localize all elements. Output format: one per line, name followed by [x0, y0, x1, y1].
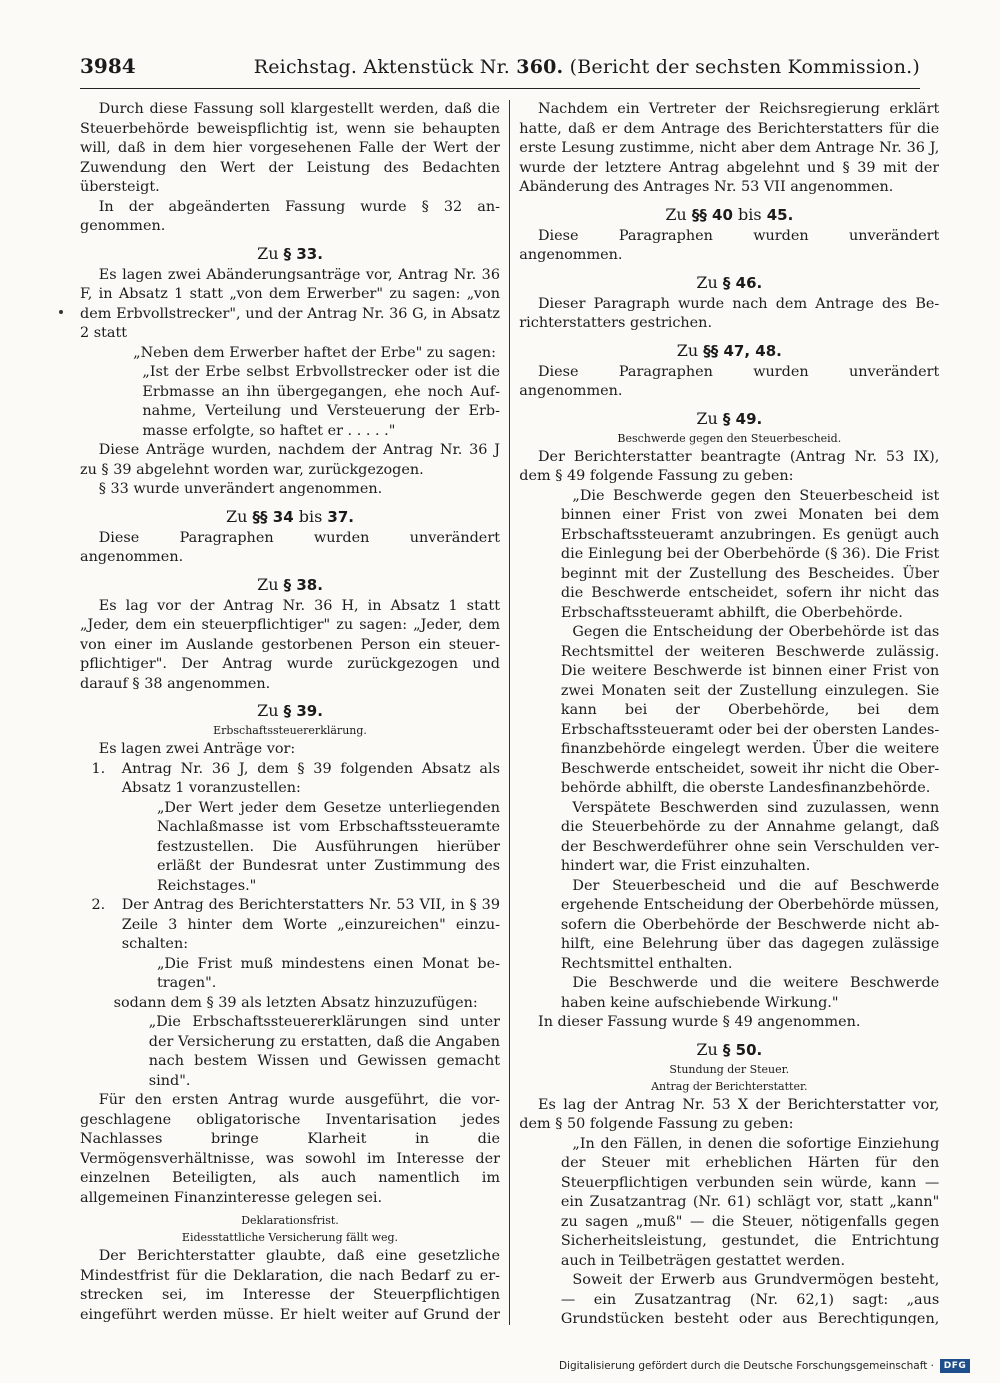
subheading: Eidesstattliche Versicherung fällt weg.	[181, 1231, 399, 1244]
right-column	[519, 100, 939, 1325]
quote-text: Soweit der Erwerb aus Grundvermögen besteht, — ein Zusatzantrag (Nr. 62,1) sagt: „aus Grundstücken besteht oder aus Berechtigungen,	[560, 1272, 940, 1325]
quote-block	[519, 487, 939, 1014]
paragraph: Es lagen zwei Anträge vor:	[98, 741, 296, 757]
heading-prefix: Zu	[696, 1039, 718, 1059]
subheading: Beschwerde gegen den Steuerbescheid.	[617, 431, 842, 445]
list-text: Antrag Nr. 36 J, dem § 39 folgenden Absatz als Absatz 1 voranzustellen:	[121, 760, 500, 796]
heading-paragraph-ref: § 39.	[283, 702, 323, 720]
paragraph: Nachdem ein Vertreter der Reichsregierung erklärt hatte, daß er dem Antrage des Berichterstatters für die erste Lesung zustimme, nicht aber dem Antrage Nr. 36 J, wurde der letztere Antrag abgelehnt und § 39 mit der Abänderung des Antrages Nr. 53 VII angenommen.	[519, 101, 940, 195]
list-number: 1.	[91, 760, 106, 777]
paragraph: Der Berichterstatter beantragte (Antrag Nr. 53 IX), dem § 49 folgende Fassung zu geben:	[519, 448, 940, 484]
paragraph: Es lagen zwei Abänderungsanträge vor, Antrag Nr. 36 F, in Absatz 1 statt „von dem Erwerber" zu sagen: „von dem Erbvollstrecker", und der Antrag Nr. 36 G, in Absatz 2 statt	[80, 266, 500, 341]
quote-line: „Neben dem Erwerber haftet der Erbe" zu sagen:	[133, 344, 497, 361]
subheading: Stundung der Steuer.	[669, 1062, 790, 1076]
section-heading-50	[519, 1039, 939, 1061]
paragraph: In der abgeänderten Fassung wurde § 32 angenommen.	[80, 198, 500, 234]
quote-text: Gegen die Entscheidung der Oberbehörde ist das Rechtsmittel der weiteren Beschwerde zulässig. Die weitere Beschwerde ist binnen einer Frist von zwei Monaten seit der Zustellung einzulegen. Sie kann bei der Oberbehörde, bei dem Erbschaftssteueramt oder bei der obersten Landesfinanzbehörde eingelegt werden. Über die weitere Beschwerde entscheidet, soweit ihr nicht die Oberbehörde abhilft, die oberste Landesfinanzbehörde.	[560, 624, 940, 796]
heading-paragraph-ref: § 49.	[722, 409, 763, 428]
running-head-suffix: (Bericht der sechsten Kommission.)	[569, 56, 920, 78]
paragraph: § 33 wurde unverändert angenommen.	[98, 481, 383, 497]
section-heading-39	[80, 700, 500, 722]
heading-prefix: Zu	[696, 408, 718, 428]
section-heading-40-45	[519, 204, 939, 226]
heading-paragraph-ref: 45.	[766, 205, 794, 224]
heading-paragraph-ref: § 50.	[722, 1040, 763, 1059]
column-divider	[509, 100, 510, 1325]
heading-mid: bis	[738, 204, 762, 224]
digitization-footer	[559, 1359, 970, 1373]
paragraph: Diese Paragraphen wurden unverändert angenommen.	[519, 363, 940, 399]
heading-prefix: Zu	[257, 701, 279, 720]
running-head-prefix: Reichstag. Aktenstück Nr.	[253, 56, 511, 78]
footer-text: Digitalisierung gefördert durch die Deutsche Forschungsgemeinschaft ·	[558, 1360, 934, 1372]
paragraph: In dieser Fassung wurde § 49 angenommen.	[538, 1014, 861, 1030]
heading-paragraph-ref: 37.	[327, 507, 354, 526]
dfg-logo: DFG	[940, 1359, 970, 1373]
heading-paragraph-ref: §§ 40	[691, 205, 733, 224]
subheading: Erbschaftssteuererklärung.	[213, 724, 367, 737]
section-heading-33	[80, 243, 500, 265]
quote-text: „Die Erbschaftssteuererklärungen sind unter der Versicherung zu erstatten, daß die Angaben nach bestem Wissen und Gewissen gemacht sind".	[148, 1014, 500, 1089]
quote-text: „Die Frist muß mindestens einen Monat betragen".	[156, 955, 500, 991]
heading-prefix: Zu	[226, 506, 248, 526]
heading-mid: bis	[298, 506, 323, 526]
section-heading-46	[519, 272, 939, 294]
text-columns	[80, 100, 940, 1325]
list-item	[80, 896, 500, 994]
quote-text: „In den Fällen, in denen die sofortige Einziehung der Steuer mit erheblichen Härten für den Steuerpflichtigen verbunden sein würde, kann — ein Zusatzantrag (Nr. 61) schlägt vor, statt „kann" zu sagen „muß" — die Steuer, nötigenfalls gegen Sicherheitsleistung, gestundet, die Entrichtung auch in Teilbeträgen gestattet werden.	[560, 1135, 940, 1269]
running-head	[254, 56, 920, 78]
subheading: Deklarationsfrist.	[241, 1214, 339, 1227]
quote-text: „Der Wert jeder dem Gesetze unterliegenden Nachlaßmasse ist vom Erbschaftssteueramte festzustellen. Die Ausführungen hierüber erläßt der Bundesrat unter Zustimmung des Reichstages."	[156, 799, 500, 894]
quote-block	[519, 1135, 939, 1326]
heading-prefix: Zu	[257, 243, 279, 263]
list-continuation: sodann dem § 39 als letzten Absatz hinzuzufügen:	[113, 994, 478, 1011]
quote-text: Die Beschwerde und die weitere Beschwerde haben keine aufschiebende Wirkung."	[560, 975, 940, 1011]
heading-paragraph-ref: § 46.	[722, 273, 763, 292]
heading-paragraph-ref: § 38.	[283, 575, 323, 594]
heading-paragraph-ref: §§ 47, 48.	[703, 341, 782, 360]
paragraph: Dieser Paragraph wurde nach dem Antrage des Berichterstatters gestrichen.	[519, 295, 940, 331]
paragraph: Diese Paragraphen wurden unverändert angenommen.	[519, 227, 940, 263]
list-number: 2.	[91, 897, 106, 913]
paragraph: Diese Anträge wurden, nachdem der Antrag Nr. 36 J zu § 39 abgelehnt worden war, zurückgezogen.	[80, 442, 500, 478]
heading-prefix: Zu	[696, 272, 718, 292]
quote-text: Verspätete Beschwerden sind zuzulassen, wenn die Steuerbehörde zu der Annahme gelangt, daß der Beschwerdeführer ohne sein Verschulden verhindert war, die Frist einzuhalten.	[560, 799, 940, 874]
section-heading-49	[519, 408, 939, 430]
quote-block	[80, 344, 500, 442]
margin-dot	[59, 310, 63, 314]
paragraph: Durch diese Fassung soll klargestellt werden, daß die Steuerbehörde beweispflichtig ist, wenn sie behaupten will, daß in dem hier vorgesehenen Falle der Wert der Zuwendung den Wert der Leistung des Bedachten übersteigt.	[80, 101, 500, 195]
list-text: Der Antrag des Berichterstatters Nr. 53 VII, in § 39 Zeile 3 hinter dem Worte „einzureichen" einzuschalten:	[121, 897, 500, 952]
section-heading-38	[80, 574, 500, 596]
running-header	[80, 54, 920, 89]
paragraph: Es lag der Antrag Nr. 53 X der Berichterstatter vor, dem § 50 folgende Fassung zu geben:	[519, 1096, 940, 1132]
quote-text: Der Steuerbescheid und die auf Beschwerde ergehende Entscheidung der Oberbehörde müssen, sofern die Oberbehörde der Beschwerde nicht abhilft, eine Belehrung über das dagegen zulässige Rechtsmittel enthalten.	[560, 877, 940, 972]
paragraph: Der Berichterstatter glaubte, daß eine gesetzliche Mindestfrist für die Deklaration, die nach Bedarf zu erstrecken sei, im Interesse der Steuerpflichtigen eingeführt werden müsse. Er hielt weiter auf Grund der	[80, 1248, 500, 1323]
heading-prefix: Zu	[665, 204, 687, 224]
quote-text: „Die Beschwerde gegen den Steuerbescheid ist binnen einer Frist von zwei Monaten bei dem Erbschaftssteueramt anzubringen. Es genügt auch die Einlegung bei der Oberbehörde (§ 36). Die Frist beginnt mit der Zustellung des Bescheides. Über die Beschwerde entscheidet, sofern ihr nicht das Erbschaftssteueramt abhilft, die Oberbehörde.	[560, 487, 940, 621]
heading-paragraph-ref: § 33.	[283, 244, 323, 263]
subheading: Antrag der Berichterstatter.	[651, 1079, 808, 1093]
quote-text: „Ist der Erbe selbst Erbvollstrecker oder ist die Erbmasse an ihn übergegangen, ehe noch Aufnahme, Verteilung und Versteuerung der Erbmasse erfolgte, so haftet er . . . . ."	[142, 364, 500, 439]
section-heading-34-37	[80, 506, 500, 528]
paragraph: Diese Paragraphen wurden unverändert angenommen.	[80, 529, 500, 565]
paragraph: Es lag vor der Antrag Nr. 36 H, in Absatz 1 statt „Jeder, dem ein steuerpflichtiger" zu sagen: „Jeder, dem von einer im Auslande gestorbenen Person ein steuerpflichtiger". Der Antrag wurde zurückgezogen und darauf § 38 angenommen.	[80, 597, 500, 692]
section-heading-47-48	[519, 340, 939, 362]
list-item	[80, 760, 500, 897]
running-head-number: 360.	[516, 56, 564, 78]
heading-prefix: Zu	[257, 574, 279, 594]
heading-paragraph-ref: §§ 34	[252, 507, 294, 526]
left-column	[80, 100, 500, 1325]
heading-prefix: Zu	[676, 340, 699, 360]
paragraph: Für den ersten Antrag wurde ausgeführt, die vorgeschlagene obligatorische Inventarisation jedes Nachlasses bringe Klarheit in die Vermögensverhältnisse, was sowohl im Interesse der einzelnen Beteiligten, als auch namentlich im allgemeinen Finanzinteresse gelegen sei.	[80, 1092, 500, 1206]
page-number: 3984	[80, 54, 136, 78]
